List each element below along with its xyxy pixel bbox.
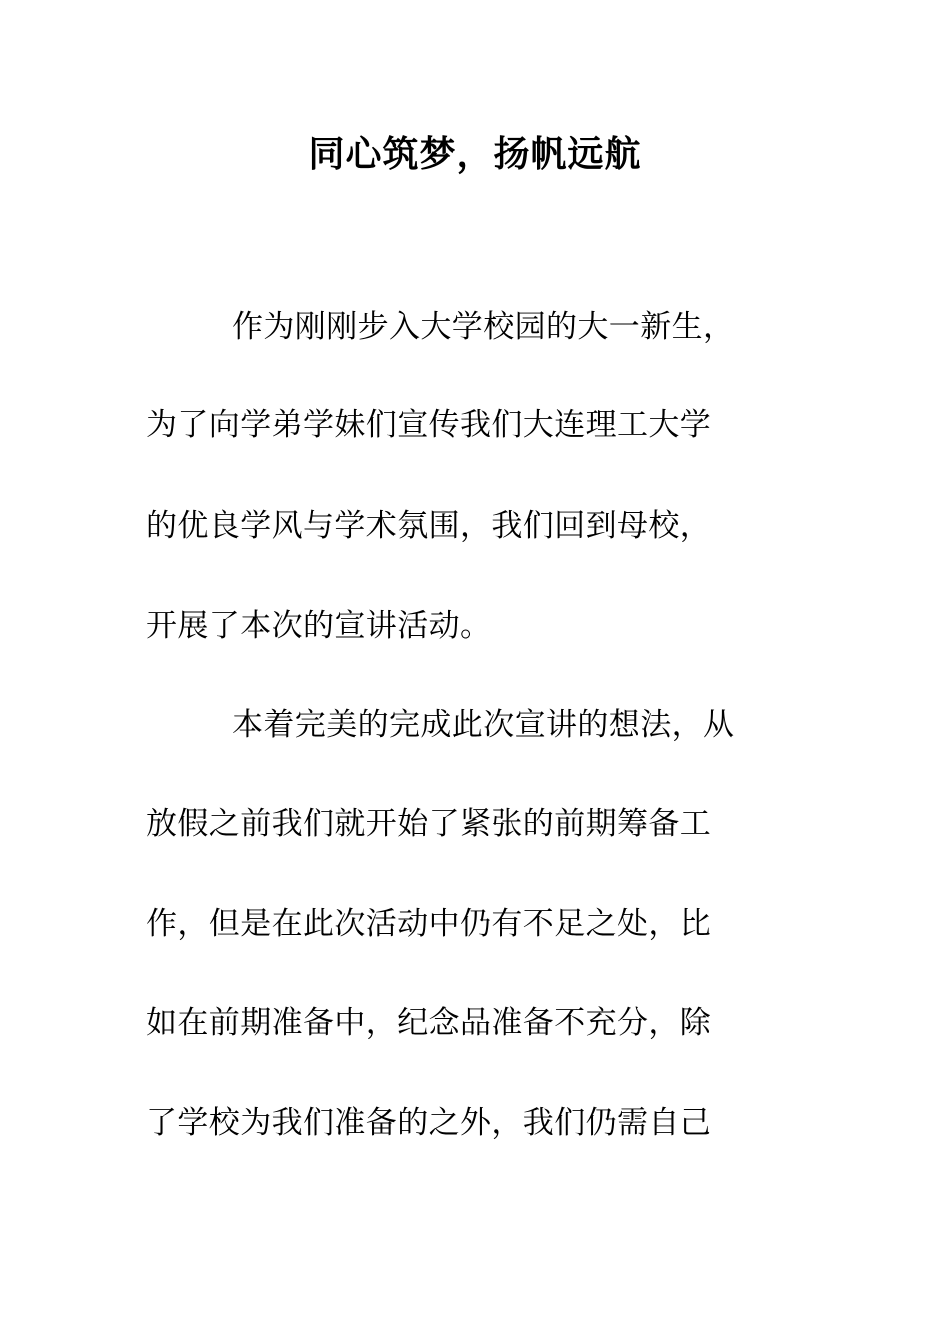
paragraph-2-line-4: 如在前期准备中，纪念品准备不充分，除	[146, 1005, 712, 1041]
paragraph-2-line-1: 本着完美的完成此次宣讲的想法，从	[232, 707, 735, 743]
paragraph-1-line-3: 的优良学风与学术氛围，我们回到母校，	[146, 508, 712, 544]
paragraph-2-line-3: 作，但是在此次活动中仍有不足之处，比	[146, 906, 712, 942]
paragraph-2-line-2: 放假之前我们就开始了紧张的前期筹备工	[146, 806, 712, 842]
paragraph-1-line-1: 作为刚刚步入大学校园的大一新生，	[232, 309, 735, 345]
paragraph-1-line-2: 为了向学弟学妹们宣传我们大连理工大学	[146, 407, 712, 443]
paragraph-1-line-4: 开展了本次的宣讲活动。	[146, 608, 492, 644]
paragraph-2-line-5: 了学校为我们准备的之外，我们仍需自己	[146, 1105, 712, 1141]
document-title: 同心筑梦，扬帆远航	[308, 133, 642, 175]
